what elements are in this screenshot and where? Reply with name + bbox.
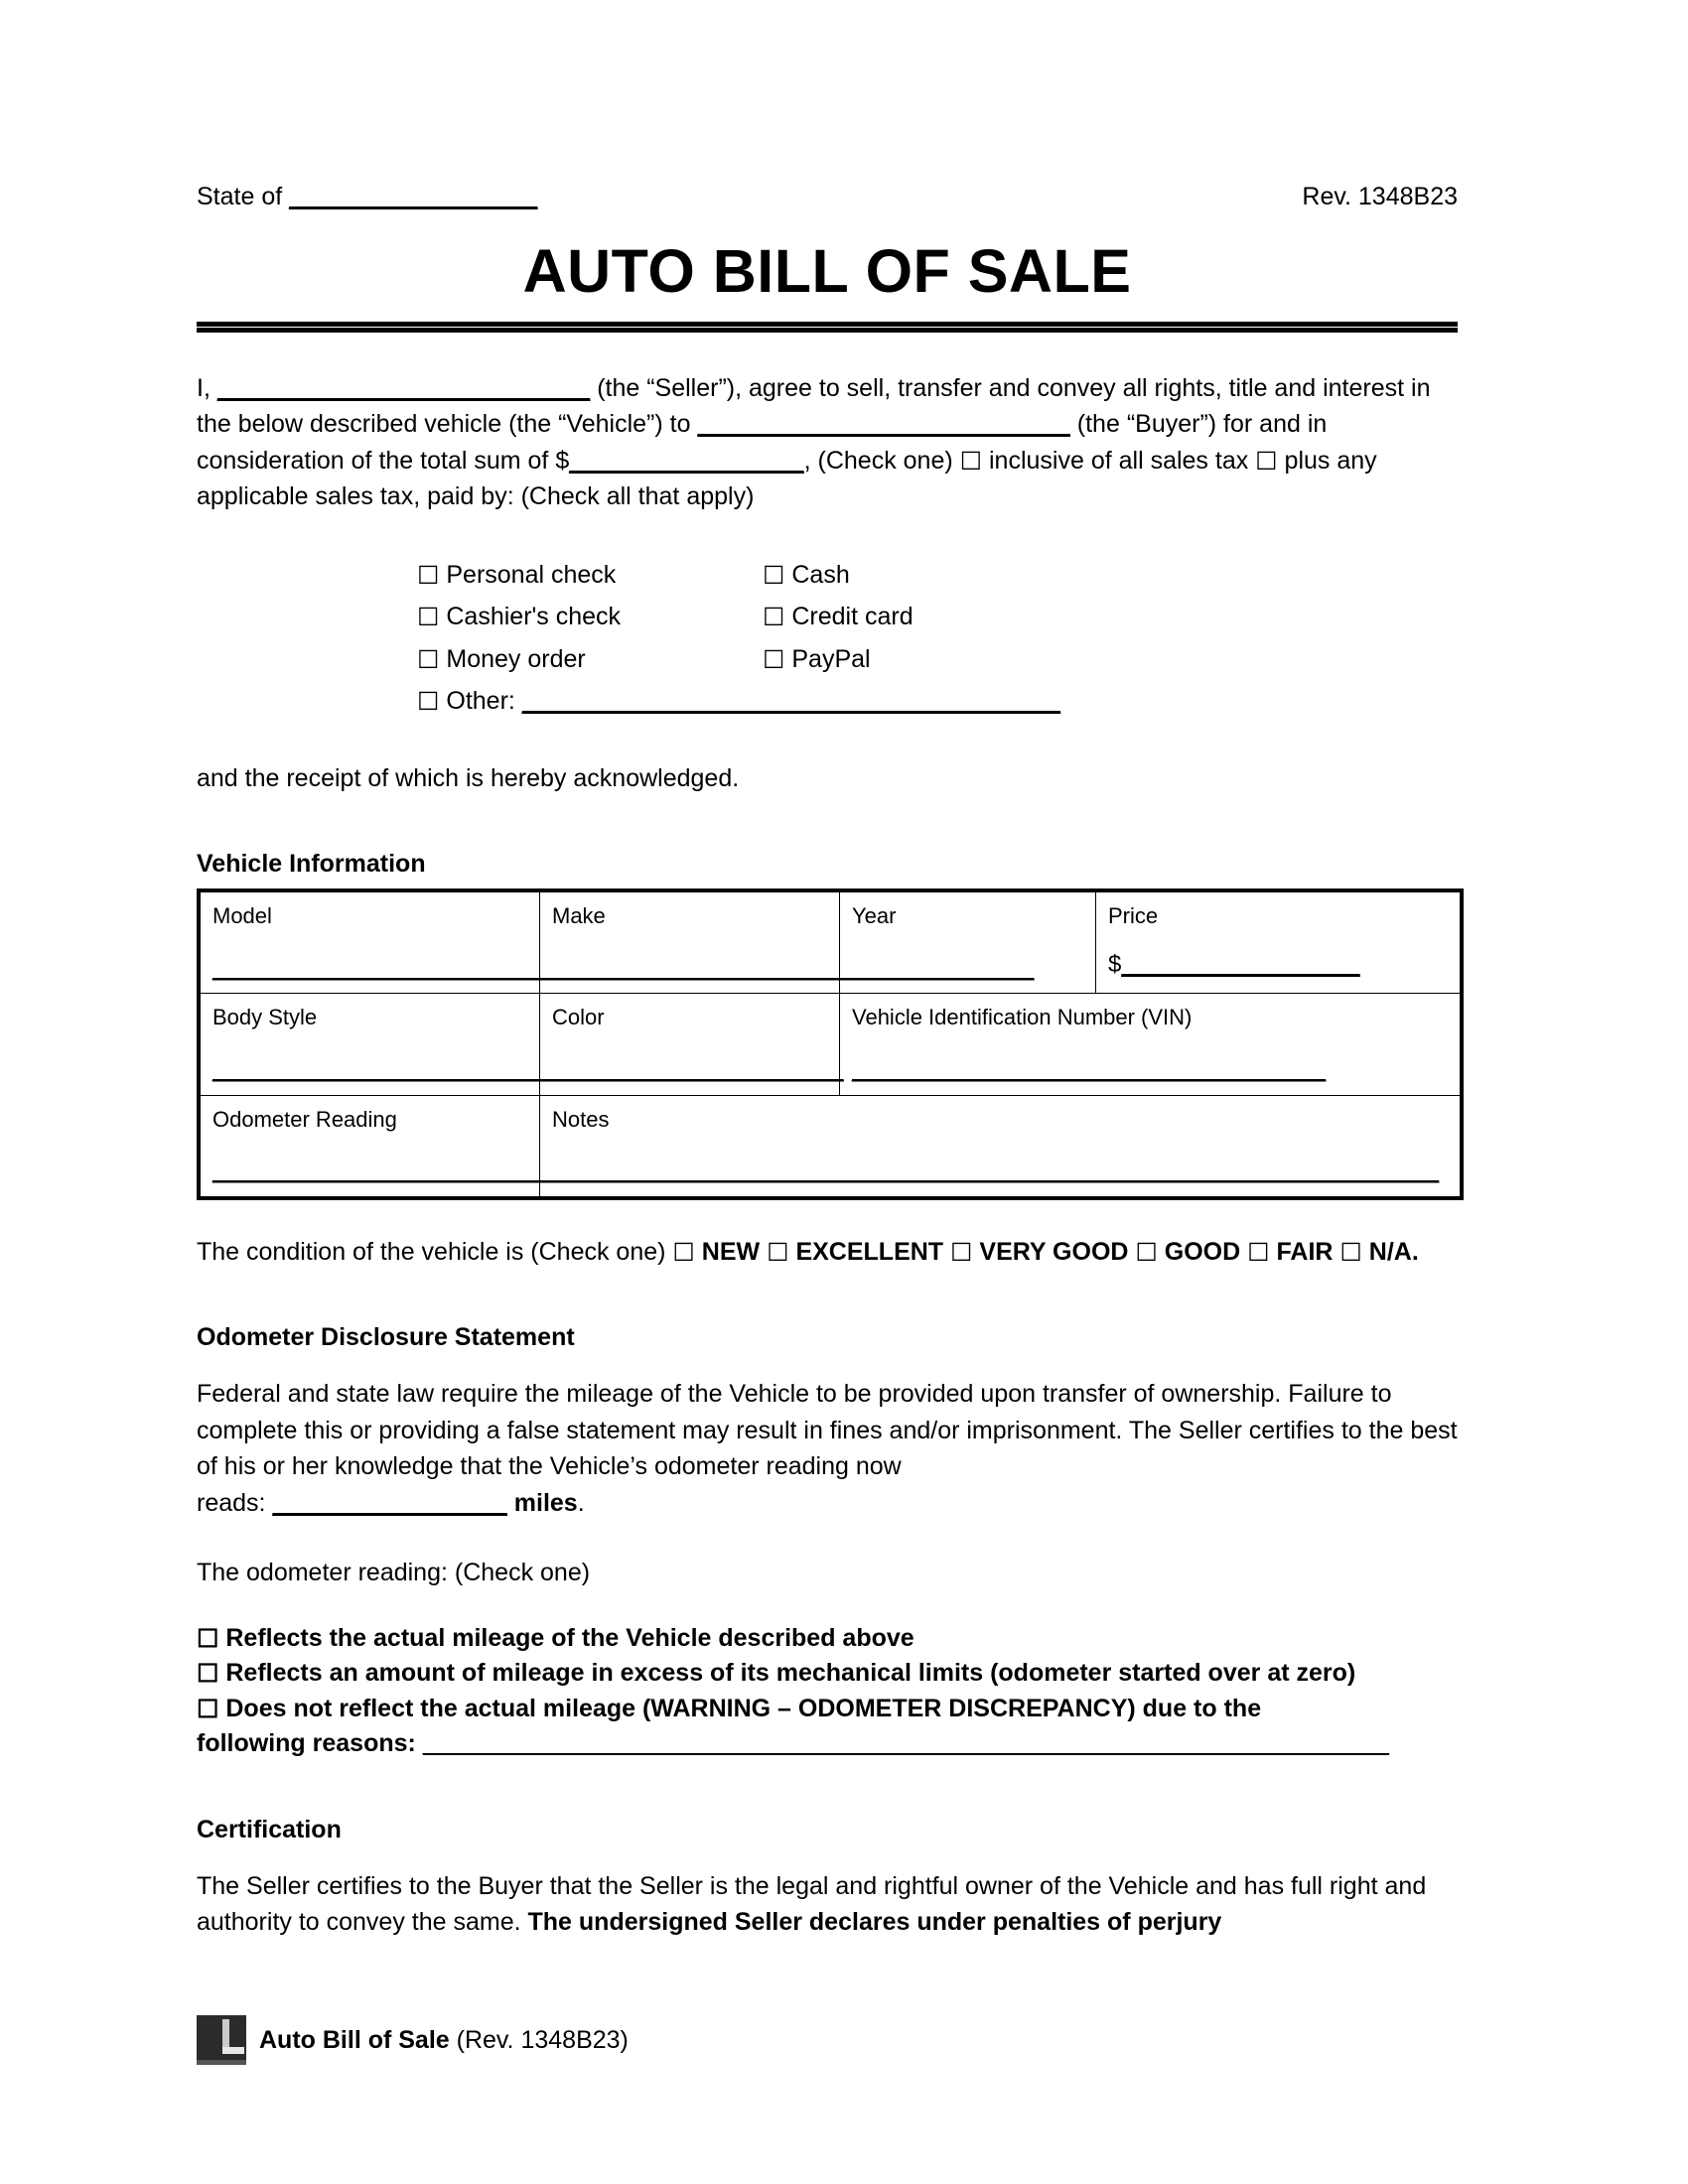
footer-revision: (Rev. 1348B23) [449,2025,629,2054]
payment-label: Money order [446,644,586,673]
certification-heading: Certification [197,1815,342,1843]
payment-label: Cashier's check [446,603,622,631]
body-style-blank[interactable]: _________________________________ [212,1057,614,1083]
model-blank[interactable]: ______________________________ [212,955,578,981]
header-line [197,181,1458,214]
state-blank[interactable]: __________________ [289,183,538,210]
checkbox-other-icon[interactable]: ☐ [417,688,440,717]
make-blank[interactable]: __________________________ [552,955,869,981]
logo-horizontal-stroke [222,2047,244,2054]
condition-option-fair[interactable]: FAIR [1276,1237,1334,1266]
page-footer [197,2015,629,2065]
checkbox-very-good-icon[interactable]: ☐ [950,1238,973,1267]
odometer-reads-period: . [577,1488,585,1517]
odometer-option-discrepancy[interactable] [197,1692,1458,1727]
brand-logo-icon [197,2015,246,2065]
checkbox-credit-card-icon[interactable]: ☐ [763,604,785,632]
payment-other-blank[interactable]: _______________________________________ [521,687,1061,716]
payment-label: Cash [791,560,850,589]
checkbox-paypal-icon[interactable]: ☐ [763,645,785,674]
intro-seg-3: (the “Buyer”) for and in consideration of the total sum of $ [197,410,1328,475]
page-title: AUTO BILL OF SALE [522,236,1132,305]
certification-paragraph [197,1868,1458,1941]
buyer-name-blank[interactable]: ___________________________ [697,410,1070,439]
condition-option-na[interactable]: N/A [1368,1237,1412,1266]
intro-seg-2: (the “Seller”), agree to sell, transfer and convey all rights, title and interest in the below described vehicle (the “Vehicle”) to [197,373,1431,439]
checkbox-discrepancy-icon[interactable]: ☐ [197,1695,219,1723]
document-sheet [197,181,1458,1941]
odometer-reading-blank[interactable]: _________________________________ [212,1159,614,1184]
payment-option-other[interactable] [417,687,1458,717]
intro-seg-6: plus any applicable sales tax, paid by: (Check all that apply) [197,446,1377,511]
logo-shadow [197,2060,246,2065]
cell-color[interactable] [540,994,844,1095]
vehicle-condition-line [197,1234,1458,1271]
cell-label: Model [212,903,272,929]
checkbox-plus-tax-icon[interactable]: ☐ [1255,447,1278,476]
payment-row [417,561,1458,591]
title-divider [197,322,1458,333]
checkbox-fair-icon[interactable]: ☐ [1247,1238,1270,1267]
checkbox-na-icon[interactable]: ☐ [1339,1238,1362,1267]
state-label: State of [197,183,290,210]
payment-row [417,603,1458,632]
certification-bold-text: The undersigned Seller declares under penalties of perjury [527,1908,1222,1937]
cell-label: Body Style [212,1005,318,1030]
odometer-option-label: Reflects an amount of mileage in excess of its mechanical limits (odometer started over at zero) [225,1659,1356,1688]
currency-symbol: $ [1108,950,1122,978]
odometer-disclosure-heading: Odometer Disclosure Statement [197,1323,575,1352]
intro-paragraph [197,370,1458,515]
checkbox-inclusive-icon[interactable]: ☐ [959,447,983,476]
checkbox-new-icon[interactable]: ☐ [672,1238,695,1267]
vehicle-information-heading: Vehicle Information [197,850,426,879]
table-row [201,994,1461,1095]
cell-label: Notes [552,1106,610,1132]
footer-title: Auto Bill of Sale [259,2025,450,2054]
payment-methods-group [197,561,1458,717]
checkbox-money-order-icon[interactable]: ☐ [417,645,440,674]
condition-prefix: The condition of the vehicle is (Check one) [197,1237,673,1266]
condition-suffix: . [1411,1237,1419,1266]
condition-option-new[interactable]: NEW [701,1237,761,1266]
footer-text [259,2025,629,2054]
receipt-acknowledgement: and the receipt of which is hereby acknowledged. [197,763,740,792]
price-field[interactable] [1108,949,1448,980]
price-blank[interactable]: __________________ [1121,950,1360,978]
cell-make[interactable] [540,892,869,994]
certification-text: The Seller certifies to the Buyer that the Seller is the legal and rightful owner of the Vehicle and has full right and authority to convey the same. [197,1871,1427,1937]
odometer-reads-unit: miles [513,1488,578,1517]
payment-row [417,645,1458,675]
cell-label: Price [1108,903,1159,929]
cell-label: Make [552,903,606,929]
odometer-paragraph-text: Federal and state law require the mileage of the Vehicle to be provided upon transfer of ownership. Failure to complete this or providing a false statement may result in fines and/or imprisonment. The Seller certifies to the best of his or her knowledge that the Vehicle’s odometer reading now [197,1380,1458,1481]
payment-option-money-order[interactable] [417,645,763,675]
payment-option-personal-check[interactable] [417,561,763,591]
odometer-disclosure-paragraph [197,1376,1458,1521]
cell-notes[interactable] [540,1095,1461,1196]
table-row [201,1095,1461,1196]
odometer-option-label: Does not reflect the actual mileage (WARNING – ODOMETER DISCREPANCY) due to the [225,1694,1262,1722]
cell-label: Vehicle Identification Number (VIN) [852,1005,1193,1030]
odometer-reasons-line[interactable] [197,1726,1458,1762]
checkbox-actual-mileage-icon[interactable]: ☐ [197,1624,219,1653]
odometer-check-one-line: The odometer reading: (Check one) [197,1559,591,1587]
cell-vin[interactable] [840,994,1461,1095]
odometer-reads-blank[interactable]: _________________ [272,1488,507,1517]
payment-option-cashiers-check[interactable] [417,603,763,632]
cell-label: Year [852,903,897,929]
checkbox-personal-check-icon[interactable]: ☐ [417,561,440,590]
odometer-options-group [197,1621,1458,1762]
cell-label: Odometer Reading [212,1106,397,1132]
table-row [201,892,1461,994]
reasons-blank[interactable]: ______________________________________________________________________ [422,1729,1390,1758]
payment-other-label: Other: [446,687,522,716]
vin-blank[interactable]: _______________________________________ [852,1057,1327,1083]
payment-option-paypal[interactable] [763,645,1100,675]
cell-model[interactable] [201,892,578,994]
reasons-label: following reasons: [197,1729,423,1758]
payment-label: Personal check [446,560,617,589]
seller-name-blank[interactable]: ___________________________ [216,373,591,402]
condition-option-excellent[interactable]: EXCELLENT [795,1237,944,1266]
payment-label: PayPal [791,644,871,673]
intro-seg-4: , (Check one) [803,446,960,475]
odometer-option-label: Reflects the actual mileage of the Vehicle described above [225,1623,914,1652]
checkbox-cashiers-check-icon[interactable]: ☐ [417,604,440,632]
cell-year[interactable] [840,892,1096,994]
checkbox-good-icon[interactable]: ☐ [1135,1238,1158,1267]
notes-blank[interactable]: _________________________________________________________________________ [552,1159,1440,1184]
condition-option-very-good[interactable]: VERY GOOD [979,1237,1129,1266]
intro-seg-5: inclusive of all sales tax [982,446,1256,475]
vehicle-information-table [200,891,1461,1197]
year-blank[interactable]: _______________ [852,955,1035,981]
cell-price[interactable] [1096,892,1461,994]
payment-option-cash[interactable] [763,561,1100,591]
color-blank[interactable]: ________________________ [552,1057,844,1083]
vehicle-information-table-wrap [197,888,1464,1200]
total-sum-blank[interactable]: _________________ [569,446,804,475]
state-field[interactable] [197,181,537,214]
checkbox-excess-mileage-icon[interactable]: ☐ [197,1660,219,1689]
payment-label: Credit card [791,603,914,631]
intro-seg-1: I, [197,373,217,402]
odometer-reads-label: reads: [197,1488,273,1517]
checkbox-cash-icon[interactable]: ☐ [763,561,785,590]
odometer-option-excess[interactable] [197,1656,1458,1692]
payment-option-credit-card[interactable] [763,603,1100,632]
checkbox-excellent-icon[interactable]: ☐ [767,1238,789,1267]
odometer-option-actual[interactable] [197,1621,1458,1657]
cell-label: Color [552,1005,605,1030]
revision-code: Rev. 1348B23 [1302,183,1458,210]
condition-option-good[interactable]: GOOD [1164,1237,1241,1266]
